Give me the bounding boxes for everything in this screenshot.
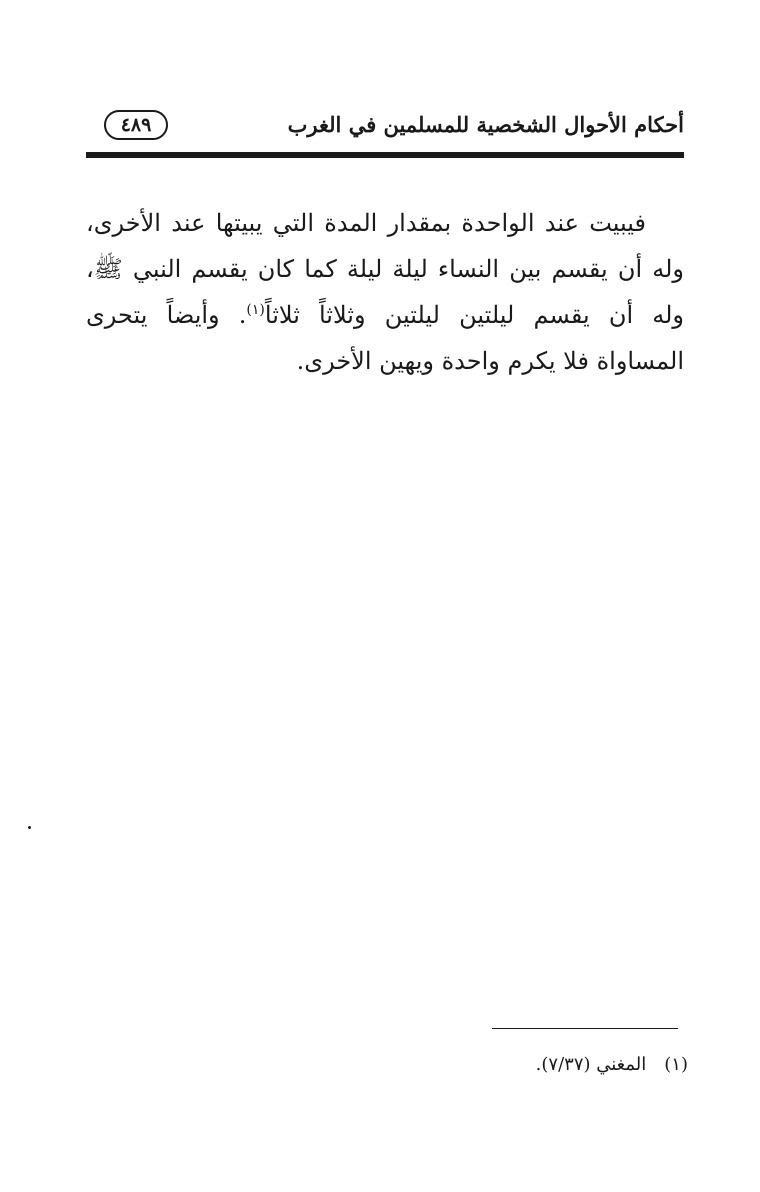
scan-speck xyxy=(28,826,31,829)
paragraph-text-part-2: . وأيضاً يتحرى المساواة فلا يكرم واحدة ويهين الأخرى. xyxy=(86,301,684,375)
header-rule xyxy=(86,152,684,158)
footnote-reference[interactable]: (١) xyxy=(246,302,265,318)
footnote-text: المغني (٧/٣٧). xyxy=(535,1054,647,1075)
page-number: ٤٨٩ xyxy=(104,110,168,140)
page-header xyxy=(86,108,684,148)
footnote xyxy=(536,1054,688,1075)
running-title: أحكام الأحوال الشخصية للمسلمين في الغرب xyxy=(287,112,684,137)
main-text xyxy=(86,200,684,384)
footnote-separator xyxy=(492,1028,678,1029)
paragraph-text-part-1: فيبيت عند الواحدة بمقدار المدة التي يبيتها عند الأخرى، وله أن يقسم بين النساء ليلة ليلة كما كان يقسم النبي ﷺ، وله أن يقسم ليلتين ليلتين وثلاثاً ثلاثاً xyxy=(86,209,685,329)
footnote-number: (١) xyxy=(664,1054,688,1075)
paragraph xyxy=(86,200,684,384)
